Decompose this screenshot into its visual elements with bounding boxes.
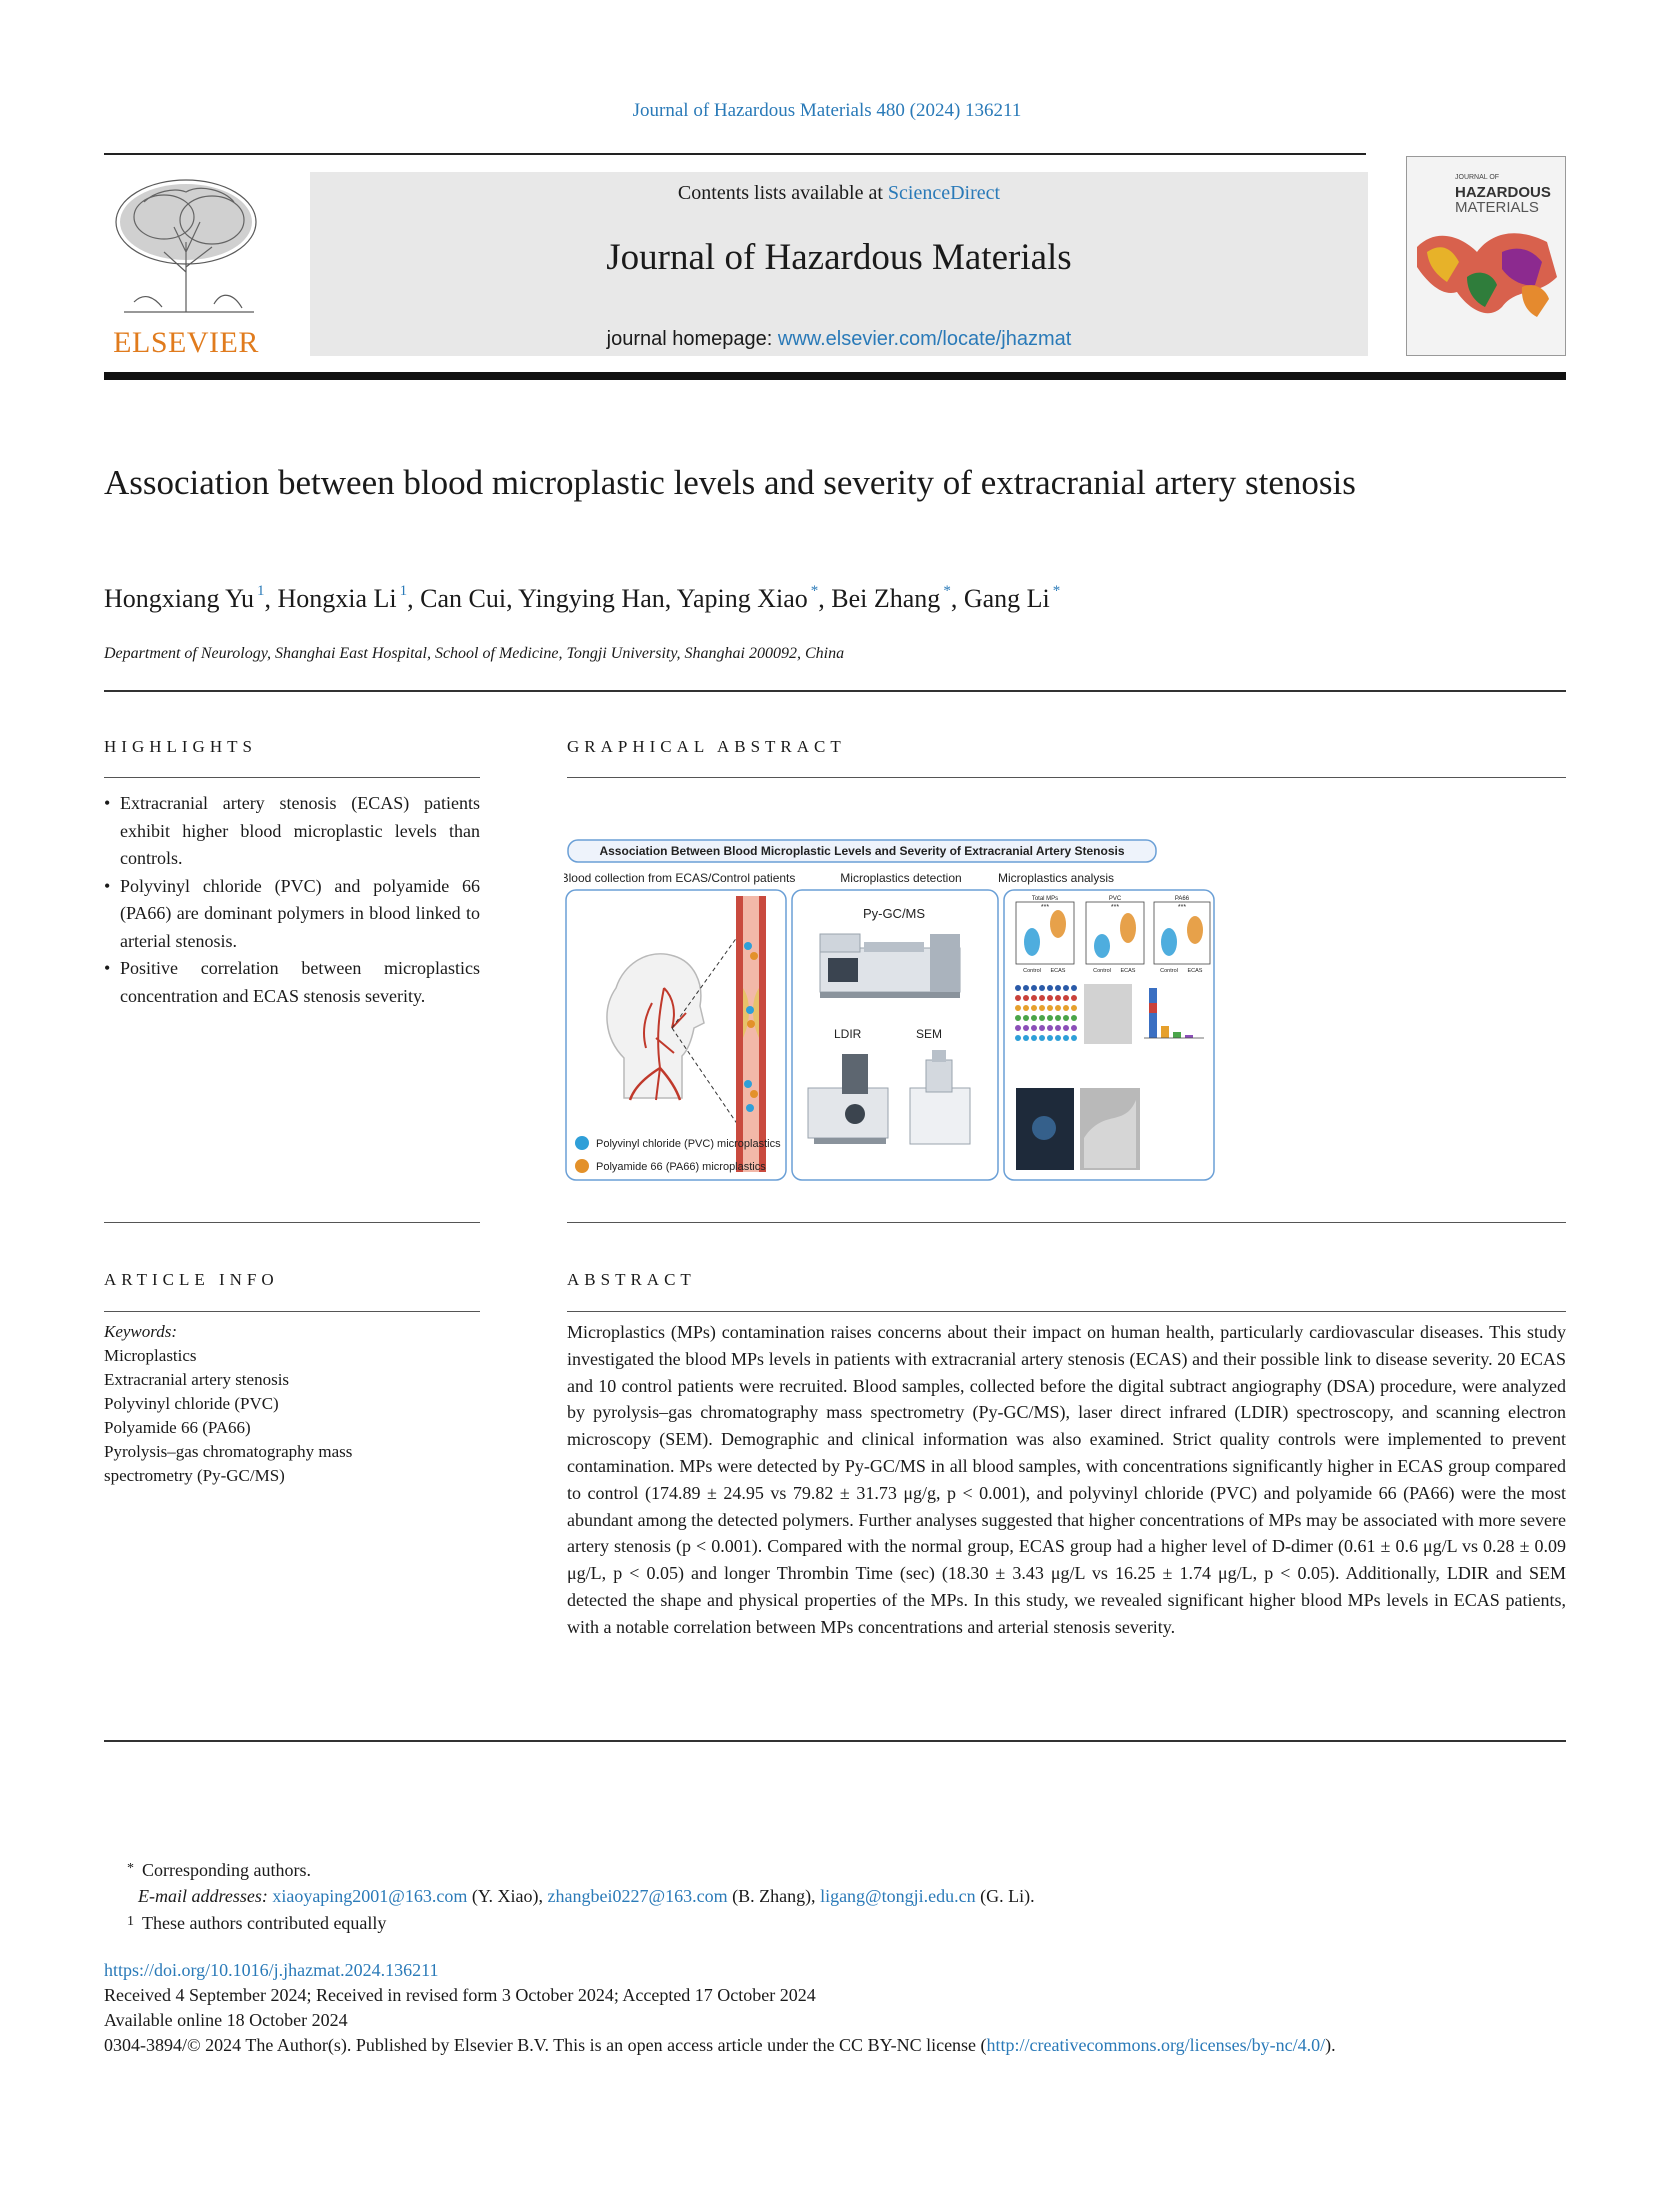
article-info-rule	[104, 1311, 480, 1312]
cover-image	[1407, 157, 1566, 356]
significance-mark: ***	[1040, 904, 1050, 911]
author[interactable]: Gang Li	[963, 584, 1050, 613]
author[interactable]: Hongxiang Yu	[104, 584, 254, 613]
group-label-control: Control	[1093, 968, 1111, 974]
affiliation: Department of Neurology, Shanghai East Hospital, School of Medicine, Tongji University, Shanghai 200092, China	[104, 645, 845, 662]
history-dates: Received 4 September 2024; Received in revised form 3 October 2024; Accepted 17 October 2024	[104, 1985, 816, 2005]
keyword: Microplastics	[104, 1346, 197, 1365]
graphical-abstract-rule	[567, 777, 1566, 778]
corresponding-text: Corresponding authors.	[142, 1860, 311, 1880]
article-title: Association between blood microplastic levels and severity of extracranial artery stenosis	[104, 463, 1356, 502]
highlights-rule	[104, 777, 480, 778]
license-text: 0304-3894/© 2024 The Author(s). Published by Elsevier B.V. This is an open access article under the CC BY-NC license (	[104, 2035, 987, 2055]
keywords-block	[104, 1320, 480, 1488]
article-info-heading: ARTICLE INFO	[104, 1270, 279, 1289]
highlights-bottom-rule	[104, 1222, 480, 1223]
highlight-item: • Extracranial artery stenosis (ECAS) patients exhibit higher blood microplastic levels than controls.	[104, 790, 480, 873]
journal-masthead	[310, 172, 1368, 356]
pa66-legend-label: Polyamide 66 (PA66) microplastics	[596, 1161, 766, 1173]
footnotes	[104, 1856, 1504, 1936]
author[interactable]: Yaping Xiao	[676, 584, 808, 613]
journal-title: Journal of Hazardous Materials	[606, 237, 1072, 278]
email-owner: (G. Li).	[980, 1886, 1035, 1906]
homepage-line	[310, 328, 1368, 351]
author-mark[interactable]: 1	[399, 583, 408, 599]
pvc-legend-label: Polyvinyl chloride (PVC) microplastics	[596, 1138, 781, 1150]
author[interactable]: Bei Zhang	[831, 584, 941, 613]
keyword: Polyvinyl chloride (PVC)	[104, 1394, 279, 1413]
author-mark[interactable]: 1	[256, 583, 265, 599]
group-label-ecas: ECAS	[1050, 968, 1066, 974]
email-owner: (B. Zhang),	[732, 1886, 816, 1906]
graphical-abstract-figure[interactable]	[564, 838, 1412, 1182]
elsevier-wordmark: ELSEVIER	[113, 326, 259, 359]
masthead-rule	[104, 372, 1566, 380]
author-list: Hongxiang Yu $^1$, Hongxia Li $^1$, Can Cui, Yingying Han, Yaping Xiao *, Bei Zhang *, Gang Li *	[104, 583, 1061, 613]
group-label-control: Control	[1160, 968, 1178, 974]
keyword: Polyamide 66 (PA66)	[104, 1418, 251, 1437]
corresponding-symbol: *	[127, 1861, 134, 1876]
group-label-control: Control	[1023, 968, 1041, 974]
group-label-ecas: ECAS	[1187, 968, 1203, 974]
affiliation-rule	[104, 690, 1566, 692]
keywords-label: Keywords:	[104, 1322, 178, 1341]
email-link[interactable]: ligang@tongji.edu.cn	[820, 1886, 976, 1906]
highlights-heading: HIGHLIGHTS	[104, 737, 257, 756]
journal-cover-thumbnail[interactable]	[1406, 156, 1566, 356]
doi-link[interactable]: https://doi.org/10.1016/j.jhazmat.2024.136211	[104, 1960, 439, 1980]
equal-contribution-footnote	[104, 1909, 1504, 1936]
pygcms-label: Py-GC/MS	[862, 906, 926, 921]
equal-symbol: 1	[127, 1914, 134, 1929]
cover-title-line1: JOURNAL OF	[1455, 174, 1500, 181]
author[interactable]: Yingying Han	[518, 584, 665, 613]
blood-vessel-icon	[736, 896, 766, 1172]
journal-reference[interactable]: Journal of Hazardous Materials 480 (2024) 136211	[632, 100, 1022, 121]
ga-banner-text: Association Between Blood Microplastic Levels and Severity of Extracranial Artery Stenosis	[599, 844, 1125, 858]
email-link[interactable]: zhangbei0227@163.com	[547, 1886, 728, 1906]
cover-title-line2: HAZARDOUS	[1455, 184, 1551, 201]
ga-panel1-title: Blood collection from ECAS/Control patients	[564, 871, 796, 885]
highlights-list	[104, 790, 480, 1010]
publication-info	[104, 1958, 1566, 2058]
ga-panel2-title: Microplastics detection	[840, 871, 962, 885]
author[interactable]: Can Cui	[420, 584, 507, 613]
email-link[interactable]: xiaoyaping2001@163.com	[272, 1886, 468, 1906]
available-online: Available online 18 October 2024	[104, 2010, 348, 2030]
keyword: Pyrolysis–gas chromatography mass spectrometry (Py-GC/MS)	[104, 1442, 353, 1485]
author-mark[interactable]: *	[810, 583, 819, 599]
highlight-item: • Polyvinyl chloride (PVC) and polyamide 66 (PA66) are dominant polymers in blood linked to arterial stenosis.	[104, 873, 480, 956]
contents-prefix: Contents lists available at	[677, 182, 883, 204]
abstract-bottom-rule	[104, 1740, 1566, 1742]
author[interactable]: Hongxia Li	[277, 584, 397, 613]
significance-mark: ***	[1110, 904, 1120, 911]
author-mark[interactable]: *	[943, 583, 951, 599]
email-owner: (Y. Xiao),	[471, 1886, 544, 1906]
elsevier-tree-icon	[104, 172, 268, 322]
plot-label-total: Total MPs	[1031, 896, 1059, 902]
abstract-heading: ABSTRACT	[567, 1270, 696, 1289]
email-label: E-mail addresses:	[138, 1886, 268, 1906]
ga-panel3-title: Microplastics analysis	[997, 871, 1115, 885]
license-statement	[104, 2033, 1566, 2058]
mass-spectrometer-icon	[820, 934, 960, 998]
graphical-abstract-heading: GRAPHICAL ABSTRACT	[567, 737, 846, 756]
pa66-legend-dot	[575, 1159, 589, 1173]
pvc-legend-dot	[575, 1136, 589, 1150]
group-label-ecas: ECAS	[1120, 968, 1136, 974]
keyword: Extracranial artery stenosis	[104, 1370, 290, 1389]
cover-title-line3: MATERIALS	[1455, 199, 1539, 216]
plot-label-pa66: PA66	[1174, 896, 1190, 902]
sem-label: SEM	[915, 1027, 943, 1041]
license-close: ).	[1325, 2035, 1336, 2055]
email-footnote	[104, 1883, 1504, 1909]
ldir-label: LDIR	[834, 1027, 862, 1041]
homepage-prefix: journal homepage:	[606, 328, 773, 350]
significance-mark: ***	[1177, 904, 1187, 911]
sciencedirect-link[interactable]: ScienceDirect	[887, 182, 1001, 204]
highlight-item: • Positive correlation between microplastics concentration and ECAS stenosis severity.	[104, 955, 480, 1010]
graphical-abstract-bottom-rule	[567, 1222, 1566, 1223]
contents-line	[310, 182, 1368, 205]
header-rule	[104, 153, 1366, 155]
equal-text: These authors contributed equally	[142, 1913, 387, 1933]
abstract-text: Microplastics (MPs) contamination raises concerns about their impact on human health, particularly cardiovascular diseases. This study investigated the blood MPs levels in patients with extracranial artery stenosis (ECAS) and their possible link to disease severity. 20 ECAS and 10 control patients were recruited. Blood samples, collected before the digital subtract angiography (DSA) procedure, were analyzed by pyrolysis–gas chromatography mass spectrometry (Py-GC/MS), laser direct infrared (LDIR) spectroscopy, and scanning electron microscopy (SEM). Demographic and clinical information was also examined. Strict quality controls were implemented to prevent contamination. MPs were detected by Py-GC/MS in all blood samples, with concentrations significantly higher in ECAS group compared to control (174.89 ± 24.95 vs 79.82 ± 31.73 μg/g, p < 0.001), and polyvinyl chloride (PVC) and polyamide 66 (PA66) were the most abundant among the detected polymers. Further analyses suggested that higher concentrations of MPs may be associated with more severe artery stenosis (p < 0.001). Compared with the normal group, ECAS group had a higher level of D-dimer (0.61 ± 0.6 μg/L vs 0.28 ± 0.09 μg/L, p < 0.05) and longer Thrombin Time (sec) (18.30 ± 3.43 μg/L vs 16.25 ± 1.74 μg/L, p < 0.05). Additionally, LDIR and SEM detected the shape and physical properties of the MPs. In this study, we revealed significant higher blood MPs levels in ECAS patients, with a notable correlation between MPs concentrations and arterial stenosis severity.	[567, 1322, 1566, 1637]
homepage-link[interactable]: www.elsevier.com/locate/jhazmat	[777, 328, 1072, 350]
corresponding-footnote	[104, 1856, 1504, 1883]
license-link[interactable]: http://creativecommons.org/licenses/by-nc/4.0/	[986, 2035, 1326, 2055]
abstract-rule	[567, 1311, 1566, 1312]
author-mark[interactable]: *	[1052, 583, 1061, 599]
plot-label-pvc: PVC	[1108, 896, 1122, 902]
